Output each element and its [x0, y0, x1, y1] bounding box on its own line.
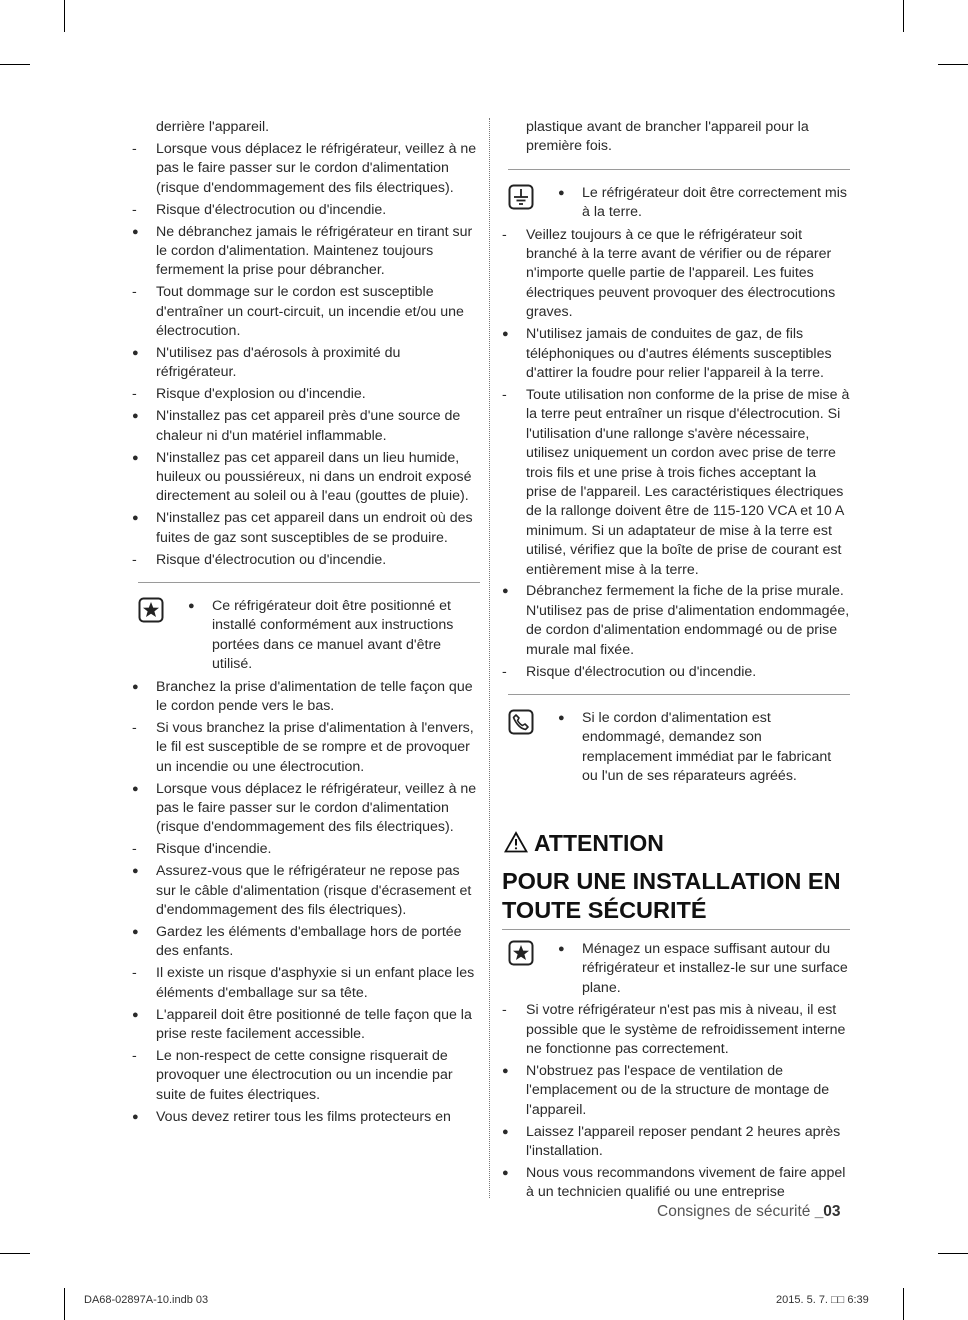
crop-mark	[64, 1288, 65, 1320]
dash-marker: -	[132, 386, 137, 403]
bullet-marker: ●	[132, 925, 139, 938]
note-text: Si le cordon d'alimentation est endommagé, demandez son remplacement immédiat par le fabricant ou l'un de ses réparateurs agréés.	[582, 709, 832, 785]
item-text: Risque d'électrocution ou d'incendie.	[156, 551, 387, 568]
crop-mark	[903, 0, 904, 32]
dash-marker: -	[132, 201, 137, 218]
bullet-item	[498, 1062, 850, 1120]
bullet-marker: ●	[558, 943, 565, 955]
item-text: Risque d'électrocution ou d'incendie.	[156, 201, 387, 218]
bullet-marker: ●	[502, 585, 509, 598]
print-date-info: 2015. 5. 7. □□ 6:39	[776, 1294, 869, 1306]
item-text: N'installez pas cet appareil dans un lieu humide, huileux ou poussiéreux, ni dans un endroit exposé directement au soleil ou à l'eau (gouttes de pluie).	[156, 449, 472, 505]
print-file-info: DA68-02897A-10.indb 03	[84, 1294, 209, 1306]
sub-item	[498, 386, 850, 580]
sub-item	[128, 283, 480, 341]
bullet-item	[128, 1006, 480, 1045]
bullet-marker: ●	[132, 782, 139, 795]
dash-marker: -	[502, 1002, 507, 1019]
bullet-item	[128, 407, 480, 446]
bullet-marker: ●	[132, 680, 139, 693]
crop-mark	[0, 64, 30, 65]
bullet-item	[128, 862, 480, 920]
section-divider	[138, 582, 480, 583]
item-text: Lorsque vous déplacez le réfrigérateur, veillez à ne pas le faire passer sur le cordon d'alimentation (risque d'endommagement des fils électriques).	[156, 140, 477, 196]
item-text: Risque d'explosion ou d'incendie.	[156, 386, 366, 403]
star-note-icon	[508, 940, 534, 966]
column-divider	[489, 118, 490, 1198]
sub-item	[128, 719, 480, 777]
sub-item	[128, 1047, 480, 1105]
crop-mark	[0, 1253, 30, 1254]
item-text: L'appareil doit être positionné de telle façon que la prise reste facilement accessible.	[156, 1006, 472, 1042]
item-text: N'installez pas cet appareil dans un endroit où des fuites de gaz sont susceptibles de se produire.	[156, 510, 473, 546]
bullet-marker: ●	[558, 186, 565, 199]
bullet-item	[128, 509, 480, 548]
note-text: Ce réfrigérateur doit être positionné et installé conformément aux instructions portées dans ce manuel avant d'être utilisé.	[212, 597, 454, 673]
dash-marker: -	[132, 1047, 137, 1064]
bullet-item	[498, 1123, 850, 1162]
bullet-item	[128, 1108, 480, 1127]
dash-marker: -	[132, 284, 137, 301]
item-text: Risque d'incendie.	[156, 841, 272, 858]
dash-marker: -	[132, 140, 137, 157]
sub-item	[128, 840, 480, 859]
bullet-marker: ●	[132, 512, 139, 525]
bullet-marker: ●	[502, 1125, 509, 1138]
note-item	[498, 709, 850, 787]
note-text: Ménagez un espace suffisant autour du réfrigérateur et installez-le sur une surface plane.	[582, 941, 848, 996]
warning-triangle-icon	[504, 831, 528, 853]
item-text: Tout dommage sur le cordon est susceptible d'entraîner un court-circuit, un incendie et/ou une électrocution.	[156, 284, 464, 340]
bullet-item	[498, 582, 850, 660]
item-text: Ne débranchez jamais le réfrigérateur en tirant sur le cordon d'alimentation. Maintenez toujours fermement la prise pour débrancher.	[156, 223, 473, 279]
bullet-item	[498, 325, 850, 383]
bullet-item	[128, 344, 480, 383]
dash-marker: -	[502, 663, 507, 680]
bullet-marker: ●	[132, 451, 139, 464]
bullet-marker: ●	[558, 711, 565, 724]
item-text: N'utilisez pas d'aérosols à proximité du réfrigérateur.	[156, 344, 401, 381]
section-divider	[502, 929, 850, 930]
bullet-item	[128, 923, 480, 962]
item-text: Vous devez retirer tous les films protecteurs en	[156, 1108, 451, 1125]
item-text: Si votre réfrigérateur n'est pas mis à niveau, il est possible que le système de refroidissement interne ne fonctionne pas correctement.	[526, 1002, 846, 1058]
item-text: Il existe un risque d'asphyxie si un enfant place les éléments d'emballage sur sa tête.	[156, 965, 475, 1001]
note-item	[128, 597, 480, 675]
item-text: N'installez pas cet appareil près d'une source de chaleur ni d'un matériel inflammable.	[156, 408, 461, 444]
dash-marker: -	[502, 386, 507, 403]
item-text: Laissez l'appareil reposer pendant 2 heures après l'installation.	[526, 1123, 841, 1160]
sub-item	[128, 964, 480, 1003]
section-heading: POUR UNE INSTALLATION EN TOUTE SÉCURITÉ	[502, 868, 841, 923]
section-divider	[508, 694, 850, 695]
bullet-marker: ●	[132, 1008, 139, 1021]
dash-marker: -	[132, 719, 137, 736]
bullet-marker: ●	[502, 1166, 509, 1179]
page-number: _03	[814, 1203, 841, 1220]
bullet-item	[128, 678, 480, 717]
crop-mark	[903, 1288, 904, 1320]
bullet-item	[498, 1164, 850, 1203]
footer-section-title: Consignes de sécurité	[657, 1203, 811, 1220]
bullet-marker: ●	[502, 328, 509, 341]
phone-note-icon	[508, 709, 534, 735]
sub-item	[498, 226, 850, 323]
item-text: Assurez-vous que le réfrigérateur ne repose pas sur le câble d'alimentation (risque d'écrasement et d'endommagement des fils électriques).	[156, 863, 472, 919]
item-text: Toute utilisation non conforme de la prise de mise à la terre peut entraîner un risque d'électrocution. Si l'utilisation d'une rallonge s'avère nécessaire, utilisez uniquement un cordon avec prise de terre trois fils et une prise à trois fiches acceptant la prise de l'appareil. Les caractéristiques électriques de la rallonge doivent être de 115-120 VCA et 10 A minimum. Si un adaptateur de mise à la terre est utilisé, vérifiez que la boîte de prise de courant est entièrement mise à la terre.	[526, 386, 850, 578]
item-text: Débranchez fermement la fiche de la prise murale. N'utilisez pas de prise d'alimentation endommagée, de cordon d'alimentation endommagé ou de prise murale mal fixée.	[526, 583, 850, 658]
bullet-marker: ●	[132, 410, 139, 423]
bullet-marker: ●	[132, 346, 139, 359]
item-text: Si vous branchez la prise d'alimentation à l'envers, le fil est susceptible de se rompre et de provoquer un incendie ou une électrocution.	[156, 719, 474, 775]
note-text: Le réfrigérateur doit être correctement mis à la terre.	[582, 184, 847, 221]
bullet-item	[128, 223, 480, 281]
sub-item	[128, 385, 480, 404]
sub-item	[128, 140, 480, 198]
right-column	[498, 118, 850, 1205]
sub-item	[128, 201, 480, 220]
note-item	[498, 184, 850, 223]
item-text: Nous vous recommandons vivement de faire appel à un technicien qualifié ou une entreprise	[526, 1164, 846, 1201]
attention-text: ATTENTION	[534, 829, 664, 856]
bullet-item	[128, 780, 480, 838]
dash-marker: -	[502, 226, 507, 243]
dash-marker: -	[132, 965, 137, 982]
left-column	[128, 118, 480, 1130]
item-text: N'obstruez pas l'espace de ventilation de l'emplacement ou de la structure de montage de l'appareil.	[526, 1062, 830, 1118]
continued-text: derrière l'appareil.	[156, 119, 270, 135]
bullet-marker: ●	[132, 225, 139, 238]
bullet-item	[128, 449, 480, 507]
item-text: Branchez la prise d'alimentation de telle façon que le cordon pende vers le bas.	[156, 678, 473, 714]
sub-item	[128, 551, 480, 570]
dash-marker: -	[132, 841, 137, 858]
crop-mark	[938, 64, 968, 65]
star-note-icon	[138, 597, 164, 623]
bullet-marker: ●	[132, 1110, 139, 1123]
ground-note-icon	[508, 184, 534, 210]
continued-text: plastique avant de brancher l'appareil pour la première fois.	[526, 119, 809, 155]
bullet-marker: ●	[188, 599, 195, 612]
attention-heading	[498, 829, 850, 856]
sub-item	[498, 663, 850, 682]
dash-marker: -	[132, 551, 137, 568]
bullet-marker: ●	[502, 1064, 509, 1077]
item-text: Lorsque vous déplacez le réfrigérateur, veillez à ne pas le faire passer sur le cordon d'alimentation (risque d'endommagement des fils électriques).	[156, 780, 477, 836]
item-text: Veillez toujours à ce que le réfrigérateur soit branché à la terre avant de vérifier ou de réparer n'importe quelle partie de l'appareil. Les fuites électriques peuvent provoquer des électrocutions graves.	[526, 226, 836, 321]
section-divider	[508, 169, 850, 170]
note-item	[498, 940, 850, 998]
page-footer	[657, 1203, 841, 1221]
bullet-marker: ●	[132, 865, 139, 878]
item-text: Le non-respect de cette consigne risquerait de provoquer une électrocution ou un incendie par suite de fuites électriques.	[156, 1047, 453, 1103]
sub-item	[498, 1001, 850, 1059]
item-text: Risque d'électrocution ou d'incendie.	[526, 663, 757, 680]
item-text: N'utilisez jamais de conduites de gaz, de fils téléphoniques ou d'autres éléments susceptibles d'attirer la foudre pour relier l'appareil à la terre.	[526, 326, 832, 381]
crop-mark	[64, 0, 65, 32]
crop-mark	[938, 1253, 968, 1254]
item-text: Gardez les éléments d'emballage hors de portée des enfants.	[156, 923, 462, 960]
